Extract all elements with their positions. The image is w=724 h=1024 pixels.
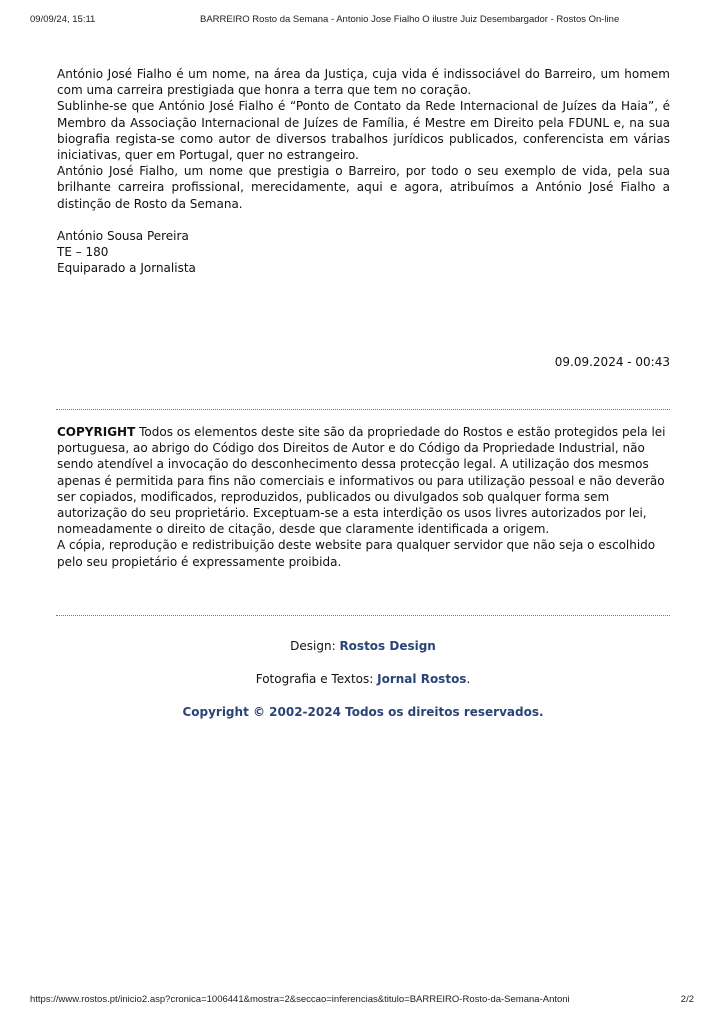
copyright-label: COPYRIGHT (57, 425, 136, 439)
copyright-text: Todos os elementos deste site são da propriedade do Rostos e estão protegidos pela lei portuguesa, ao abrigo do Código dos Direitos de Autor e do Código da Propriedade Industrial, não sendo atendível a invocação do desconhecimento dessa protecção legal. A utilização dos mesmos apenas é permitida para fins não comerciais e informativos ou para utilização pessoal e não deverão ser copiados, modificados, reproduzidos, publicados ou divulgados sob qualquer forma sem autorização do seu proprietário. Exceptuam-se a esta interdição os usos livres autorizados por lei, nomeadamente o direito de citação, desde que claramente identificada a origem. (57, 425, 666, 537)
print-footer (30, 994, 694, 1008)
photo-link[interactable]: Jornal Rostos (377, 672, 467, 686)
copyright-paragraph (57, 424, 667, 537)
article-paragraph: António José Fialho é um nome, na área da Justiça, cuja vida é indissociável do Barreiro, um homem com uma carreira prestigiada que honra a terra que tem no coração. (57, 67, 670, 98)
copyright-line: Copyright © 2002-2024 Todos os direitos reservados. (182, 705, 544, 719)
redistribution-notice: A cópia, reprodução e redistribuição deste website para qualquer servidor que não seja o escolhido pelo seu propietário é expressamente proibida. (57, 538, 656, 569)
article-body (57, 66, 670, 276)
dotted-divider (56, 409, 670, 410)
photo-suffix: . (466, 672, 471, 686)
photo-label: Fotografia e Textos: (255, 672, 378, 686)
copyright-notice (57, 424, 667, 570)
author-name: António Sousa Pereira (57, 228, 189, 243)
design-credit (56, 638, 670, 654)
print-page-title: BARREIRO Rosto da Semana - Antonio Jose Fialho O ilustre Juiz Desembargador - Rostos On-line (200, 14, 620, 25)
article-paragraph: Sublinhe-se que António José Fialho é “Ponto de Contato da Rede Internacional de Juízes da Haia”, é Membro da Associação Internacional de Juízes de Família, é Mestre em Direito pela FDUNL e, na sua biografia regista-se como autor de diversos trabalhos jurídicos publicados, conferencista em várias iniciativas, quer em Portugal, quer no estrangeiro. (57, 99, 670, 163)
print-url: https://www.rostos.pt/inicio2.asp?cronica=1006441&mostra=2&seccao=inferencias&titulo=BARREIRO-Rosto-da-Semana-Antoni (30, 994, 570, 1005)
print-header (30, 14, 694, 28)
print-date: 09/09/24, 15:11 (30, 14, 96, 25)
author-role: Equiparado a Jornalista (57, 261, 196, 276)
author-license: TE – 180 (57, 245, 109, 260)
article-timestamp: 09.09.2024 - 00:43 (554, 355, 670, 369)
article-signature (57, 228, 670, 277)
design-label: Design: (290, 639, 340, 653)
page-number: 2/2 (680, 994, 694, 1005)
photo-credit (56, 671, 670, 687)
site-credits (56, 638, 670, 720)
dotted-divider (56, 615, 670, 616)
article-paragraph: António José Fialho, um nome que prestigia o Barreiro, por todo o seu exemplo de vida, pela sua brilhante carreira profissional, merecidamente, aqui e agora, atribuímos a António José Fialho a distinção de Rosto da Semana. (57, 164, 670, 211)
design-link[interactable]: Rostos Design (339, 639, 436, 653)
